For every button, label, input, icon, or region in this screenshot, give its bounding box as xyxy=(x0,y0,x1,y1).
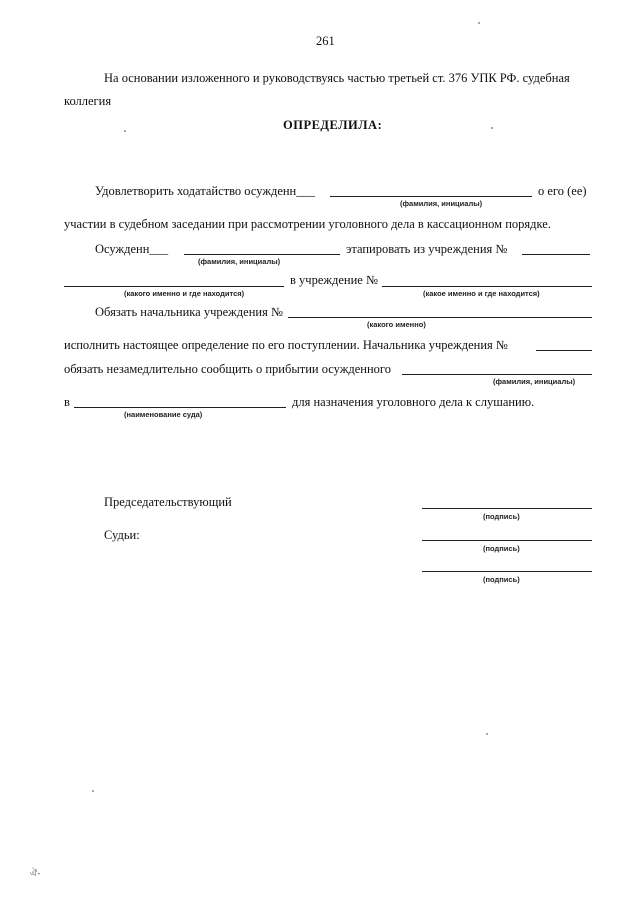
caption-signature-1: (подпись) xyxy=(483,512,520,521)
p5-start: Обязать начальника учреждения № xyxy=(95,305,283,319)
chairman-label: Председательствующий xyxy=(104,495,232,509)
p4-mid: в учреждение № xyxy=(290,273,378,287)
p8-start: в xyxy=(64,395,70,409)
p7: обязать незамедлительно сообщить о прибытии осужденного xyxy=(64,362,391,376)
page-number: 261 xyxy=(316,34,335,48)
caption-fio-3: (фамилия, инициалы) xyxy=(493,377,576,386)
fio-blank-1[interactable] xyxy=(330,196,532,197)
scan-speck xyxy=(92,790,94,792)
caption-signature-2: (подпись) xyxy=(483,544,520,553)
decision-heading: ОПРЕДЕЛИЛА: xyxy=(283,118,383,132)
scan-speck xyxy=(124,130,126,132)
p6: исполнить настоящее определение по его поступлении. Начальника учреждения № xyxy=(64,338,508,352)
which-blank[interactable] xyxy=(288,317,592,318)
p2: участии в судебном заседании при рассмотрении уголовного дела в кассационном порядке. xyxy=(64,217,551,231)
p8-end: для назначения уголовного дела к слушанию. xyxy=(292,395,535,409)
institution-head-blank[interactable] xyxy=(536,350,592,351)
judges-label: Судьи: xyxy=(104,528,140,542)
caption-fio-2: (фамилия, инициалы) xyxy=(198,257,281,266)
p3-mid: этапировать из учреждения № xyxy=(346,242,508,256)
scan-speck xyxy=(486,733,488,735)
intro-line-1: На основании изложенного и руководствуясь частью третьей ст. 376 УПК РФ. судебная xyxy=(104,71,570,85)
caption-which-where-1: (какого именно и где находится) xyxy=(124,289,245,298)
scan-speck xyxy=(478,22,480,24)
which-where-blank-2[interactable] xyxy=(382,286,592,287)
signature-line-3[interactable] xyxy=(422,571,592,572)
fio-blank-2[interactable] xyxy=(184,254,340,255)
caption-court: (наименование суда) xyxy=(124,410,203,419)
caption-signature-3: (подпись) xyxy=(483,575,520,584)
fio-blank-3[interactable] xyxy=(402,374,592,375)
corner-mark: ঐ- xyxy=(30,868,41,878)
caption-which-where-2: (какое именно и где находится) xyxy=(423,289,540,298)
signature-line-2[interactable] xyxy=(422,540,592,541)
signature-line-1[interactable] xyxy=(422,508,592,509)
intro-line-2: коллегия xyxy=(64,94,112,108)
p3-start: Осужденн___ xyxy=(95,242,169,256)
institution-from-blank[interactable] xyxy=(522,254,590,255)
p1-start: Удовлетворить ходатайство осужденн___ xyxy=(95,184,315,198)
scan-speck xyxy=(491,127,493,129)
caption-fio-1: (фамилия, инициалы) xyxy=(400,199,483,208)
caption-which: (какого именно) xyxy=(367,320,426,329)
p1-end: о его (ее) xyxy=(538,184,587,198)
which-where-blank-1[interactable] xyxy=(64,286,284,287)
court-blank[interactable] xyxy=(74,407,286,408)
